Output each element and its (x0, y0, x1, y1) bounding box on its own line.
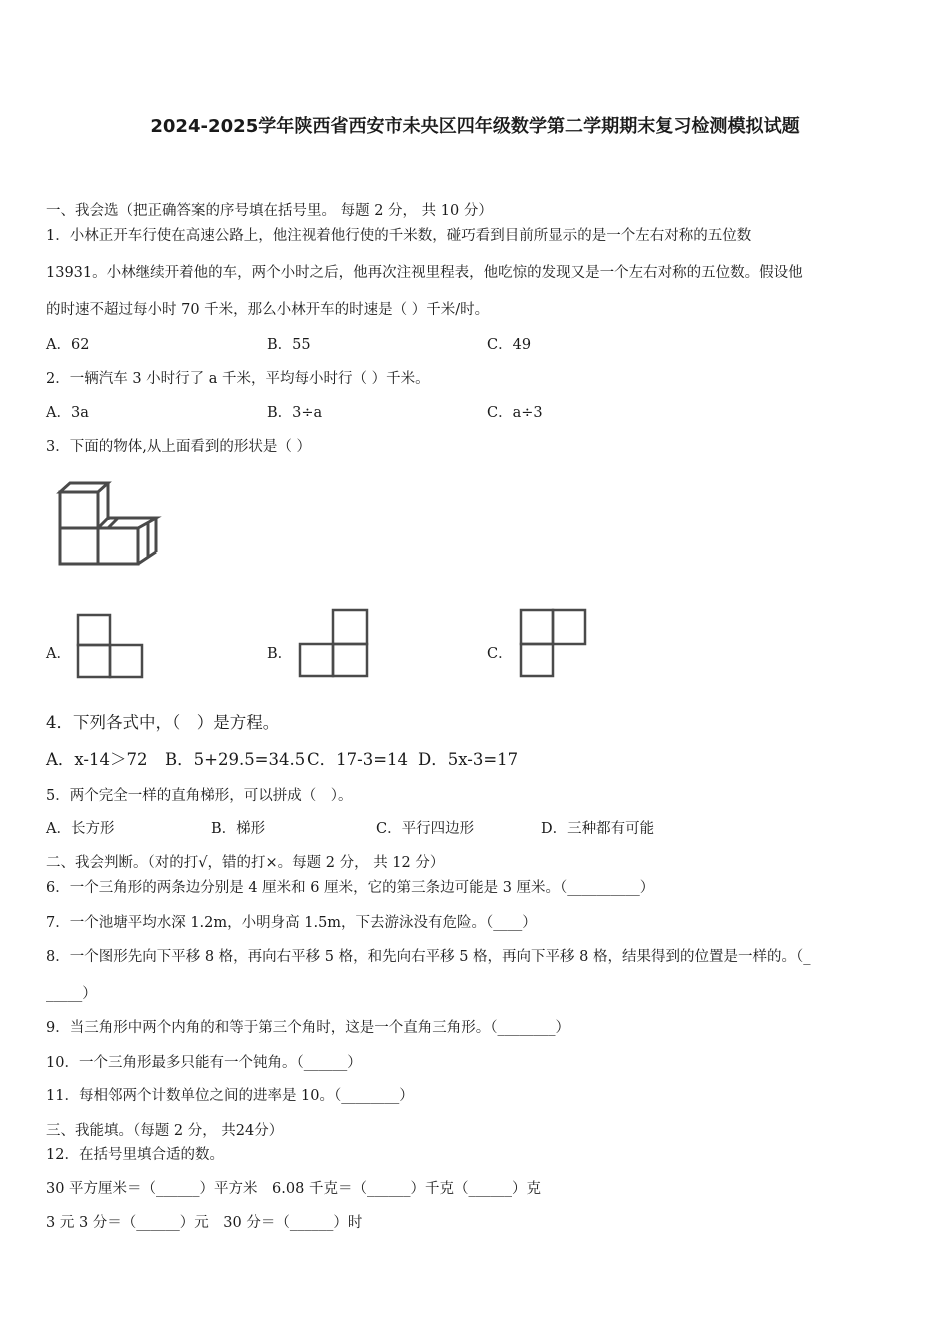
q12-line-1: 30 平方厘米＝（______）平方米 6.08 千克＝（______）千克（______）克 (46, 1181, 541, 1197)
q3-cube-figure (56, 480, 162, 570)
q3-option-b-label: B． (267, 646, 293, 662)
section-2-heading: 二、我会判断。（对的打√，错的打×。每题 2 分， 共 12 分） (46, 855, 445, 871)
q4-option-c: C．17-3=14 (307, 750, 409, 769)
q8-line-2: _____） (46, 986, 97, 1002)
q3-option-c-shape (519, 608, 589, 678)
q2-option-a: A．3a (46, 405, 89, 421)
q9: 9．当三角形中两个内角的和等于第三个角时，这是一个直角三角形。（________） (46, 1020, 570, 1036)
q2-option-c: C．a÷3 (487, 405, 543, 421)
q3-option-a-label: A． (46, 646, 71, 662)
q1-option-b: B．55 (267, 337, 311, 353)
q5-option-c: C．平行四边形 (376, 821, 475, 837)
q3-option-b-shape (298, 608, 370, 678)
q1-option-c: C．49 (487, 337, 532, 353)
q1-option-a: A．62 (46, 337, 90, 353)
q12-stem: 12．在括号里填合适的数。 (46, 1147, 224, 1163)
section-1-heading: 一、我会选（把正确答案的序号填在括号里。 每题 2 分， 共 10 分） (46, 203, 493, 219)
page-title: 2024-2025学年陕西省西安市未央区四年级数学第二学期期末复习检测模拟试题 (150, 116, 800, 137)
q5-option-b: B．梯形 (211, 821, 266, 837)
q2-option-b: B．3÷a (267, 405, 323, 421)
q3-stem: 3．下面的物体,从上面看到的形状是（ ） (46, 439, 311, 455)
q3-option-a-shape (76, 613, 144, 679)
section-3-heading: 三、我能填。（每题 2 分， 共24分） (46, 1123, 284, 1139)
q6: 6．一个三角形的两条边分别是 4 厘米和 6 厘米，它的第三条边可能是 3 厘米。（__________） (46, 880, 655, 896)
q10: 10．一个三角形最多只能有一个钝角。（______） (46, 1055, 362, 1071)
q1-line-1: 1．小林正开车行使在高速公路上，他注视着他行使的千米数，碰巧看到目前所显示的是一个左右对称的五位数 (46, 228, 752, 244)
q5-stem: 5．两个完全一样的直角梯形，可以拼成（ ）。 (46, 788, 353, 804)
q5-option-a: A．长方形 (46, 821, 115, 837)
q1-line-3: 的时速不超过每小时 70 千米，那么小林开车的时速是（ ）千米/时。 (46, 302, 490, 318)
q7: 7．一个池塘平均水深 1.2m，小明身高 1.5m，下去游泳没有危险。（____） (46, 915, 537, 931)
q1-line-2: 13931。小林继续开着他的车，两个小时之后，他再次注视里程表，他吃惊的发现又是一个左右对称的五位数。假设他 (46, 265, 803, 281)
q4-option-a: A．x-14＞72 (46, 750, 148, 769)
q5-option-d: D．三种都有可能 (541, 821, 655, 837)
q8-line-1: 8．一个图形先向下平移 8 格，再向右平移 5 格，和先向右平移 5 格，再向下平移 8 格，结果得到的位置是一样的。（_ (46, 949, 811, 965)
q3-option-c-label: C． (487, 646, 513, 662)
q12-line-2: 3 元 3 分＝（______）元 30 分＝（______）时 (46, 1215, 363, 1231)
q4-option-d: D．5x-3=17 (418, 750, 519, 769)
q4-option-b: B．5+29.5=34.5 (165, 750, 306, 769)
q2-stem: 2．一辆汽车 3 小时行了 a 千米，平均每小时行（ ）千米。 (46, 371, 430, 387)
q11: 11．每相邻两个计数单位之间的进率是 10。（________） (46, 1088, 414, 1104)
q4-stem: 4．下列各式中，（ ）是方程。 (46, 713, 280, 732)
